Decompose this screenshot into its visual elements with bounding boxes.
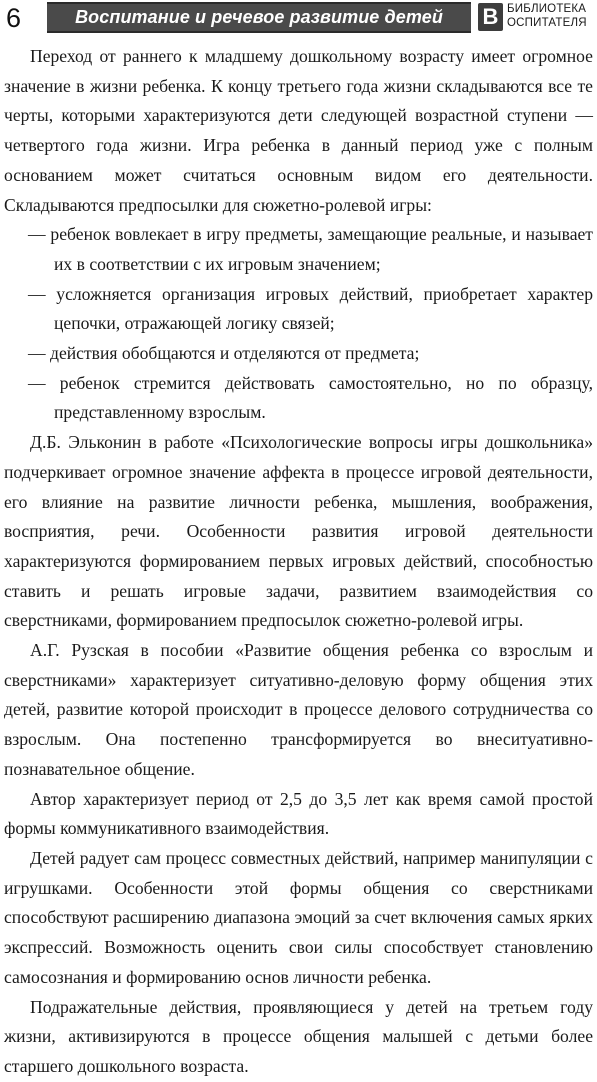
series-letter-badge: В bbox=[478, 3, 503, 31]
running-title-bar bbox=[47, 2, 471, 33]
prerequisites-list bbox=[4, 220, 593, 428]
running-title: Воспитание и речевое развитие детей bbox=[75, 7, 443, 27]
list-item: — действия обобщаются и отделяются от предмета; bbox=[28, 343, 420, 364]
joint-actions-paragraph: Детей радует сам процесс совместных действий, например манипуляции с игрушками. Особенности этой формы общения со сверстниками способствуют расширению диапазона эмоций за счет включения самых ярких экспрессий. Возможность оценить свои силы способствует становлению самосознания и формированию основ личности ребенка. bbox=[4, 847, 593, 987]
age-period-paragraph: Автор характеризует период от 2,5 до 3,5 лет как время самой простой формы коммуникативного взаимодействия. bbox=[4, 788, 593, 839]
page-header bbox=[0, 0, 597, 38]
series-logo bbox=[478, 3, 594, 35]
intro-paragraph: Переход от раннего к младшему дошкольному возрасту имеет огромное значение в жизни ребенка. К концу третьего года жизни складываются все те черты, которыми характеризуются дети следующей возрастной ступени — четвертого года жизни. Игра ребенка в данный период уже с полным основанием может считаться основным видом его деятельности. Складываются предпосылки для сюжетно-ролевой игры: bbox=[4, 46, 593, 215]
elkonin-paragraph: Д.Б. Эльконин в работе «Психологические вопросы игры дошкольника» подчеркивает огромное значение аффекта в процессе игровой деятельности, его влияние на развитие личности ребенка, мышления, воображения, восприятия, речи. Особенности развития игровой деятельности характеризуются формированием первых игровых действий, способностью ставить и решать игровые задачи, развитием взаимодействия со сверстниками, формированием предпосылок сюжетно-ролевой игры. bbox=[4, 432, 593, 631]
list-item: — усложняется организация игровых действий, приобретает характер цепочки, отражающей логику связей; bbox=[28, 283, 593, 334]
series-name: БИБЛИОТЕКА ОСПИТАТЕЛЯ bbox=[507, 3, 587, 29]
page-number: 6 bbox=[6, 3, 22, 33]
imitative-actions-paragraph: Подражательные действия, проявляющиеся у детей на третьем году жизни, активизируются в процессе общения малышей с детьми более старшего дошкольного возраста. bbox=[4, 996, 593, 1076]
list-item: — ребенок вовлекает в игру предметы, замещающие реальные, и называет их в соответствии с их игровым значением; bbox=[28, 224, 593, 274]
page-body bbox=[4, 42, 593, 1082]
ruzskaya-paragraph: А.Г. Рузская в пособии «Развитие общения ребенка со взрослым и сверстниками» характеризует ситуативно-деловую форму общения этих детей, развитие которой происходит в процессе делового сотрудничества со взрослым. Она постепенно трансформируется во внеситуативно-познавательное общение. bbox=[4, 640, 593, 779]
list-item: — ребенок стремится действовать самостоятельно, но по образцу, представленному взрослым. bbox=[28, 372, 593, 423]
